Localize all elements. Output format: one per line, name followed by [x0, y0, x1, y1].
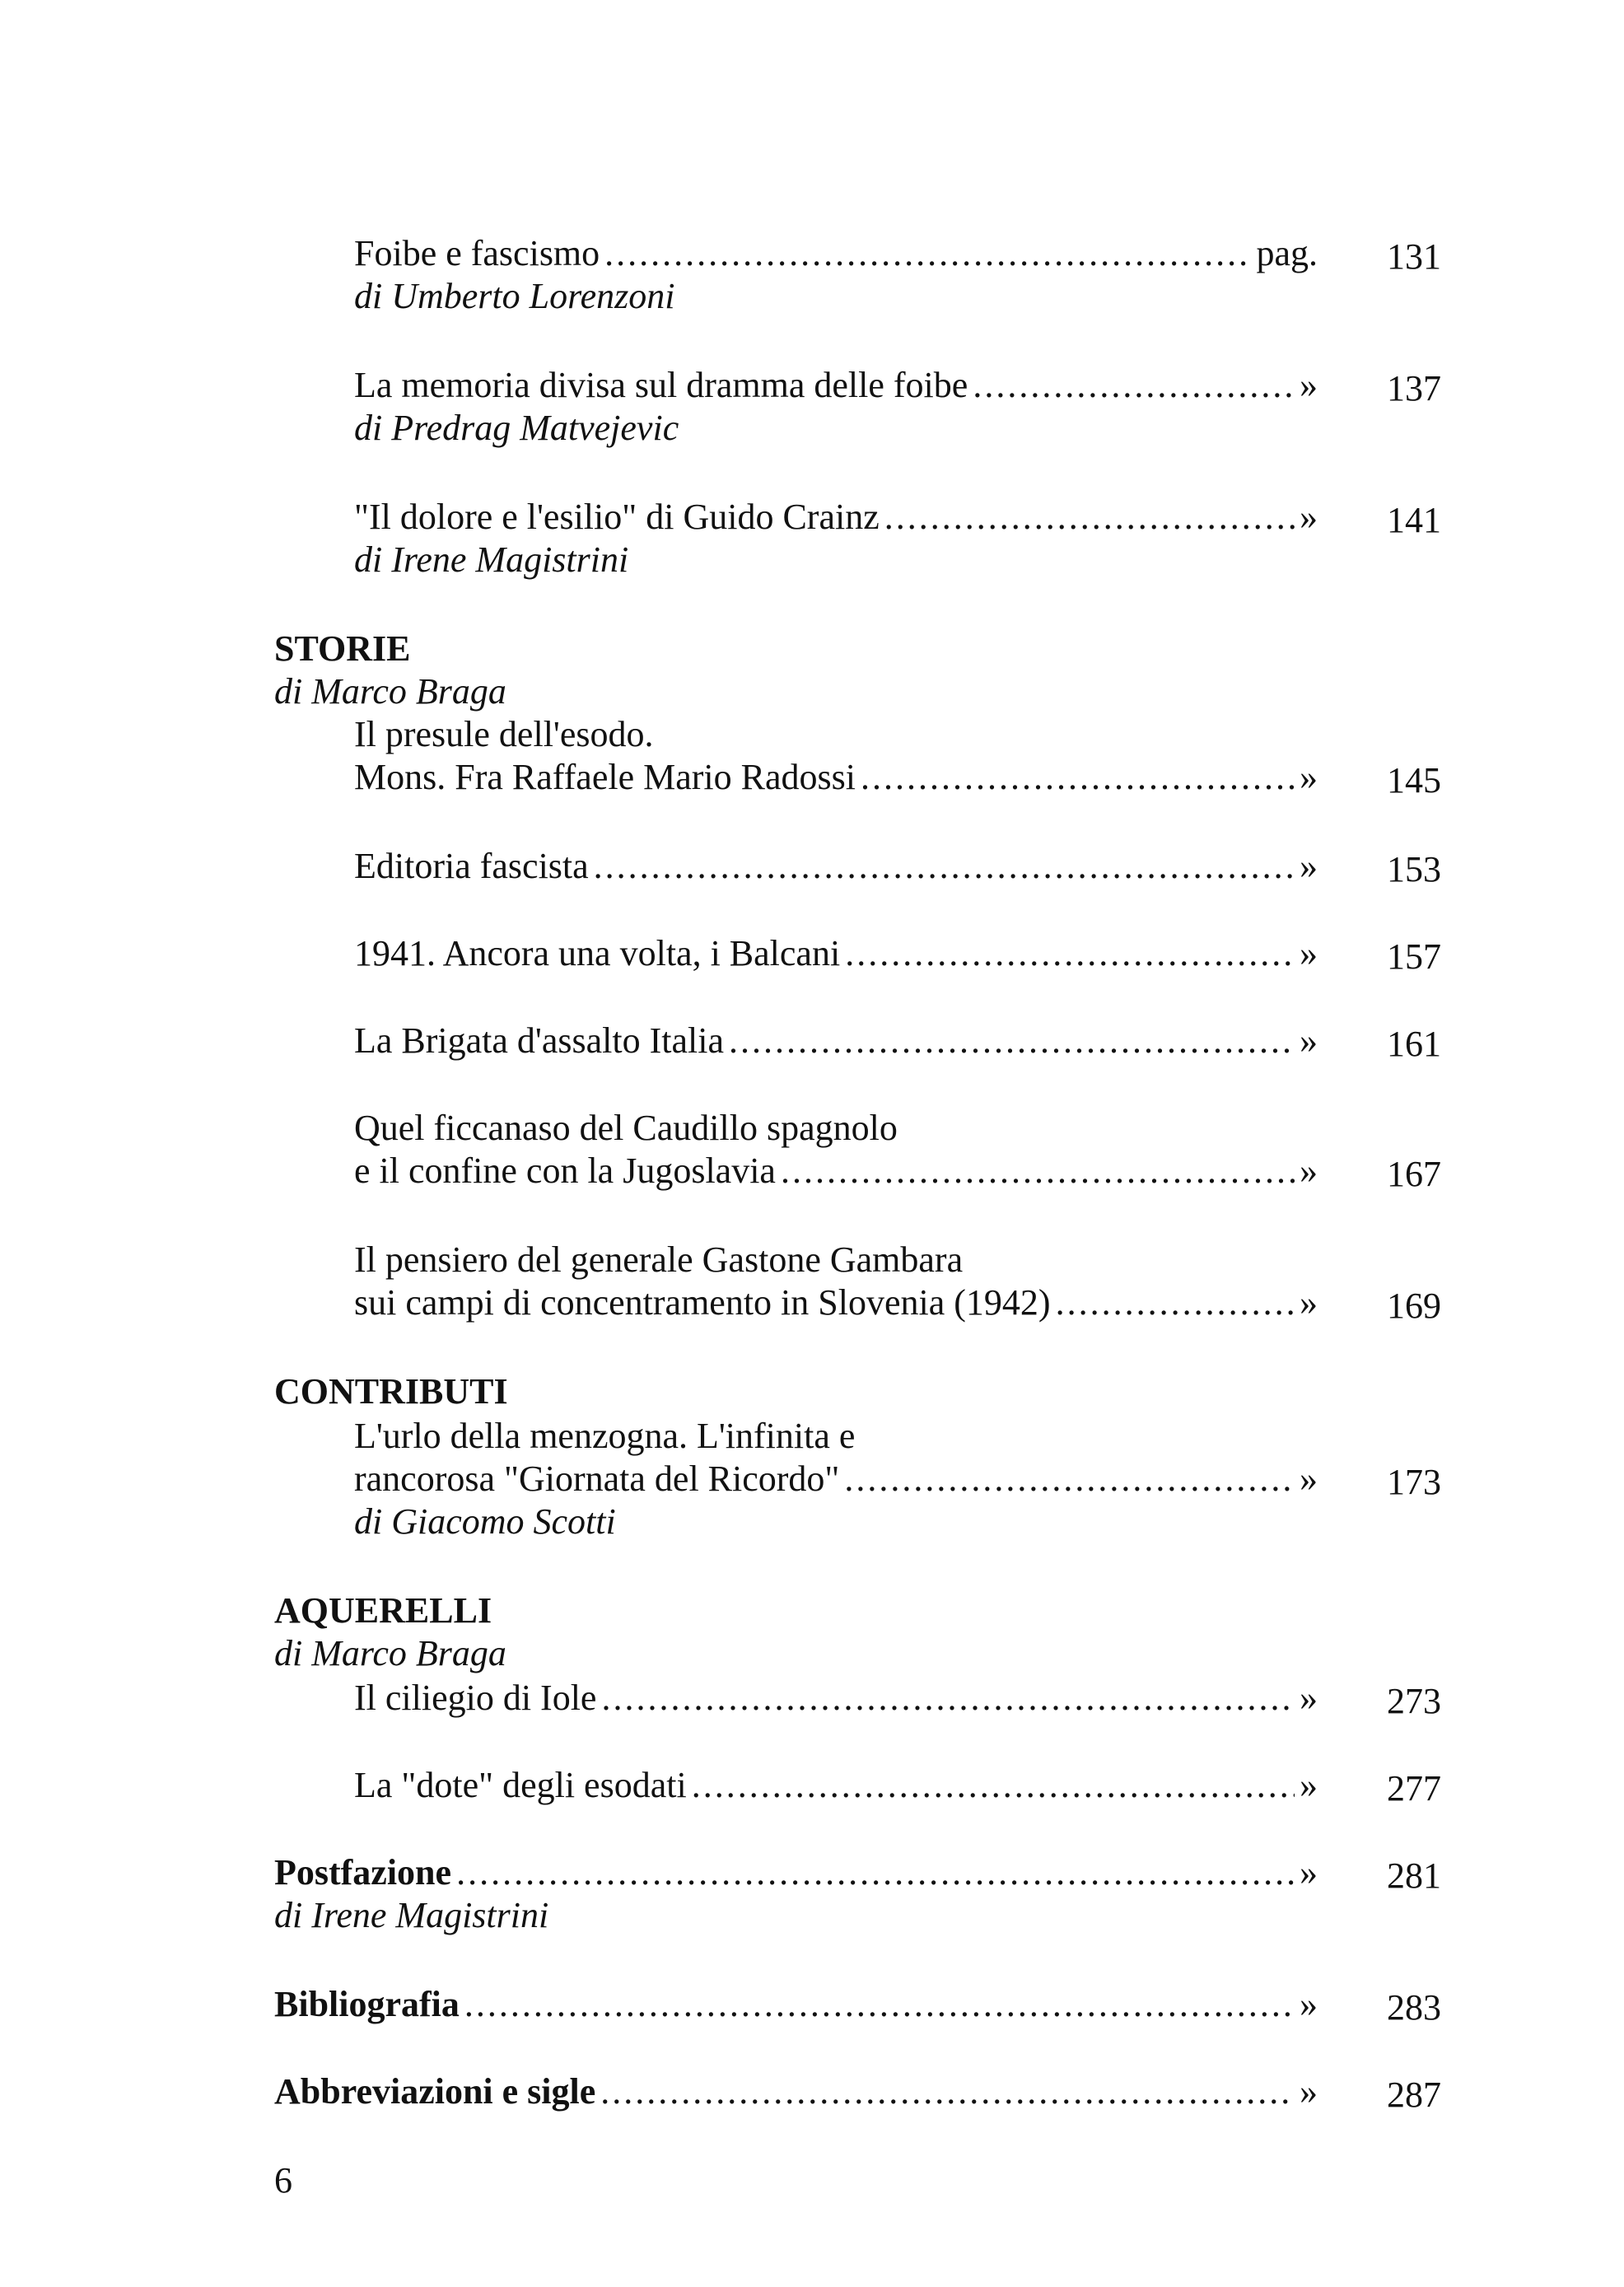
toc-leader-row — [354, 845, 1318, 888]
entry-author: di Irene Magistrini — [274, 1895, 549, 1935]
entry-title-line: Foibe e fascismo — [354, 233, 600, 273]
dot-leader — [729, 1020, 1295, 1062]
dot-leader — [844, 1458, 1295, 1501]
entry-title-line: La memoria divisa sul dramma delle foibe — [354, 365, 968, 405]
toc-leader-row — [274, 1851, 1318, 1894]
page-number: 153 — [1387, 849, 1441, 889]
dot-leader — [464, 1983, 1295, 2026]
toc-leader-row — [354, 496, 1318, 539]
page-marker: » — [1300, 497, 1318, 537]
dot-leader — [884, 496, 1295, 539]
page-number: 161 — [1387, 1024, 1441, 1064]
section-heading: STORIE — [274, 628, 411, 669]
toc-leader-row — [274, 2070, 1318, 2113]
dot-leader — [861, 756, 1295, 799]
page-number: 145 — [1387, 760, 1441, 800]
page-number: 167 — [1387, 1154, 1441, 1194]
entry-author: di Marco Braga — [274, 671, 506, 712]
entry-title-line: La "dote" degli esodati — [354, 1765, 687, 1805]
entry-title-line: Abbreviazioni e sigle — [274, 2071, 596, 2112]
entry-title-line: Il pensiero del generale Gastone Gambara — [354, 1239, 964, 1280]
entry-title-line: "Il dolore e l'esilio" di Guido Crainz — [354, 497, 880, 537]
dot-leader — [600, 2070, 1295, 2113]
entry-title-line: 1941. Ancora una volta, i Balcani — [354, 933, 841, 973]
folio-page-number: 6 — [274, 2160, 292, 2201]
toc-leader-row — [354, 932, 1318, 975]
dot-leader — [601, 1677, 1295, 1720]
entry-title-line: Mons. Fra Raffaele Mario Radossi — [354, 757, 856, 797]
entry-title-line: Postfazione — [274, 1852, 452, 1893]
page-number: 281 — [1387, 1855, 1441, 1896]
page-number: 141 — [1387, 500, 1441, 540]
page-marker: » — [1300, 1852, 1318, 1893]
entry-author: di Irene Magistrini — [354, 539, 629, 580]
dot-leader — [1056, 1281, 1295, 1324]
entry-title-line: Bibliografia — [274, 1984, 460, 2024]
page-marker: » — [1300, 933, 1318, 973]
page-number: 157 — [1387, 936, 1441, 977]
entry-title-line: rancorosa "Giornata del Ricordo" — [354, 1459, 840, 1499]
toc-leader-row — [354, 1020, 1318, 1062]
toc-leader-row — [354, 1677, 1318, 1720]
section-heading: CONTRIBUTI — [274, 1371, 508, 1412]
page-marker: » — [1300, 1984, 1318, 2024]
page-number: 169 — [1387, 1286, 1441, 1326]
entry-title-line: La Brigata d'assalto Italia — [354, 1020, 724, 1061]
toc-leader-row — [354, 1764, 1318, 1807]
page-marker: » — [1300, 1765, 1318, 1805]
toc-leader-row — [354, 1150, 1318, 1193]
page-number: 273 — [1387, 1681, 1441, 1721]
page-number: 287 — [1387, 2075, 1441, 2115]
page-number: 283 — [1387, 1987, 1441, 2028]
page-number: 277 — [1387, 1768, 1441, 1809]
section-heading: AQUERELLI — [274, 1590, 492, 1631]
dot-leader — [973, 364, 1295, 407]
dot-leader — [692, 1764, 1295, 1807]
dot-leader — [604, 232, 1251, 275]
dot-leader — [594, 845, 1295, 888]
entry-title-line: e il confine con la Jugoslavia — [354, 1151, 776, 1191]
dot-leader — [781, 1150, 1295, 1193]
page-marker: » — [1300, 846, 1318, 886]
page-marker: » — [1300, 365, 1318, 405]
entry-author: di Giacomo Scotti — [354, 1501, 616, 1542]
page-marker: » — [1300, 1282, 1318, 1323]
dot-leader — [456, 1851, 1295, 1894]
toc-leader-row — [354, 364, 1318, 407]
entry-title-line: Quel ficcanaso del Caudillo spagnolo — [354, 1108, 898, 1148]
toc-leader-row — [274, 1983, 1318, 2026]
page-number: 173 — [1387, 1462, 1441, 1502]
entry-title-line: L'urlo della menzogna. L'infinita e — [354, 1416, 856, 1456]
toc-leader-row — [354, 232, 1318, 275]
page-marker: » — [1300, 757, 1318, 797]
entry-author: di Predrag Matvejevic — [354, 408, 679, 448]
page-marker: » — [1300, 1459, 1318, 1499]
toc-leader-row — [354, 756, 1318, 799]
entry-title-line: Il ciliegio di Iole — [354, 1678, 597, 1718]
entry-title-line: sui campi di concentramento in Slovenia (1942) — [354, 1282, 1051, 1323]
page-number: 137 — [1387, 368, 1441, 408]
page-marker: » — [1300, 2071, 1318, 2112]
page-marker: » — [1300, 1151, 1318, 1191]
entry-title-line: Il presule dell'esodo. — [354, 714, 654, 754]
toc-leader-row — [354, 1281, 1318, 1324]
toc-leader-row — [354, 1458, 1318, 1501]
dot-leader — [845, 932, 1295, 975]
page-marker: » — [1300, 1678, 1318, 1718]
entry-title-line: Editoria fascista — [354, 846, 589, 886]
page-number: 131 — [1387, 236, 1441, 277]
entry-author: di Marco Braga — [274, 1633, 506, 1673]
entry-author: di Umberto Lorenzoni — [354, 276, 675, 316]
page-marker: » — [1300, 1020, 1318, 1061]
page-marker: pag. — [1256, 233, 1318, 273]
